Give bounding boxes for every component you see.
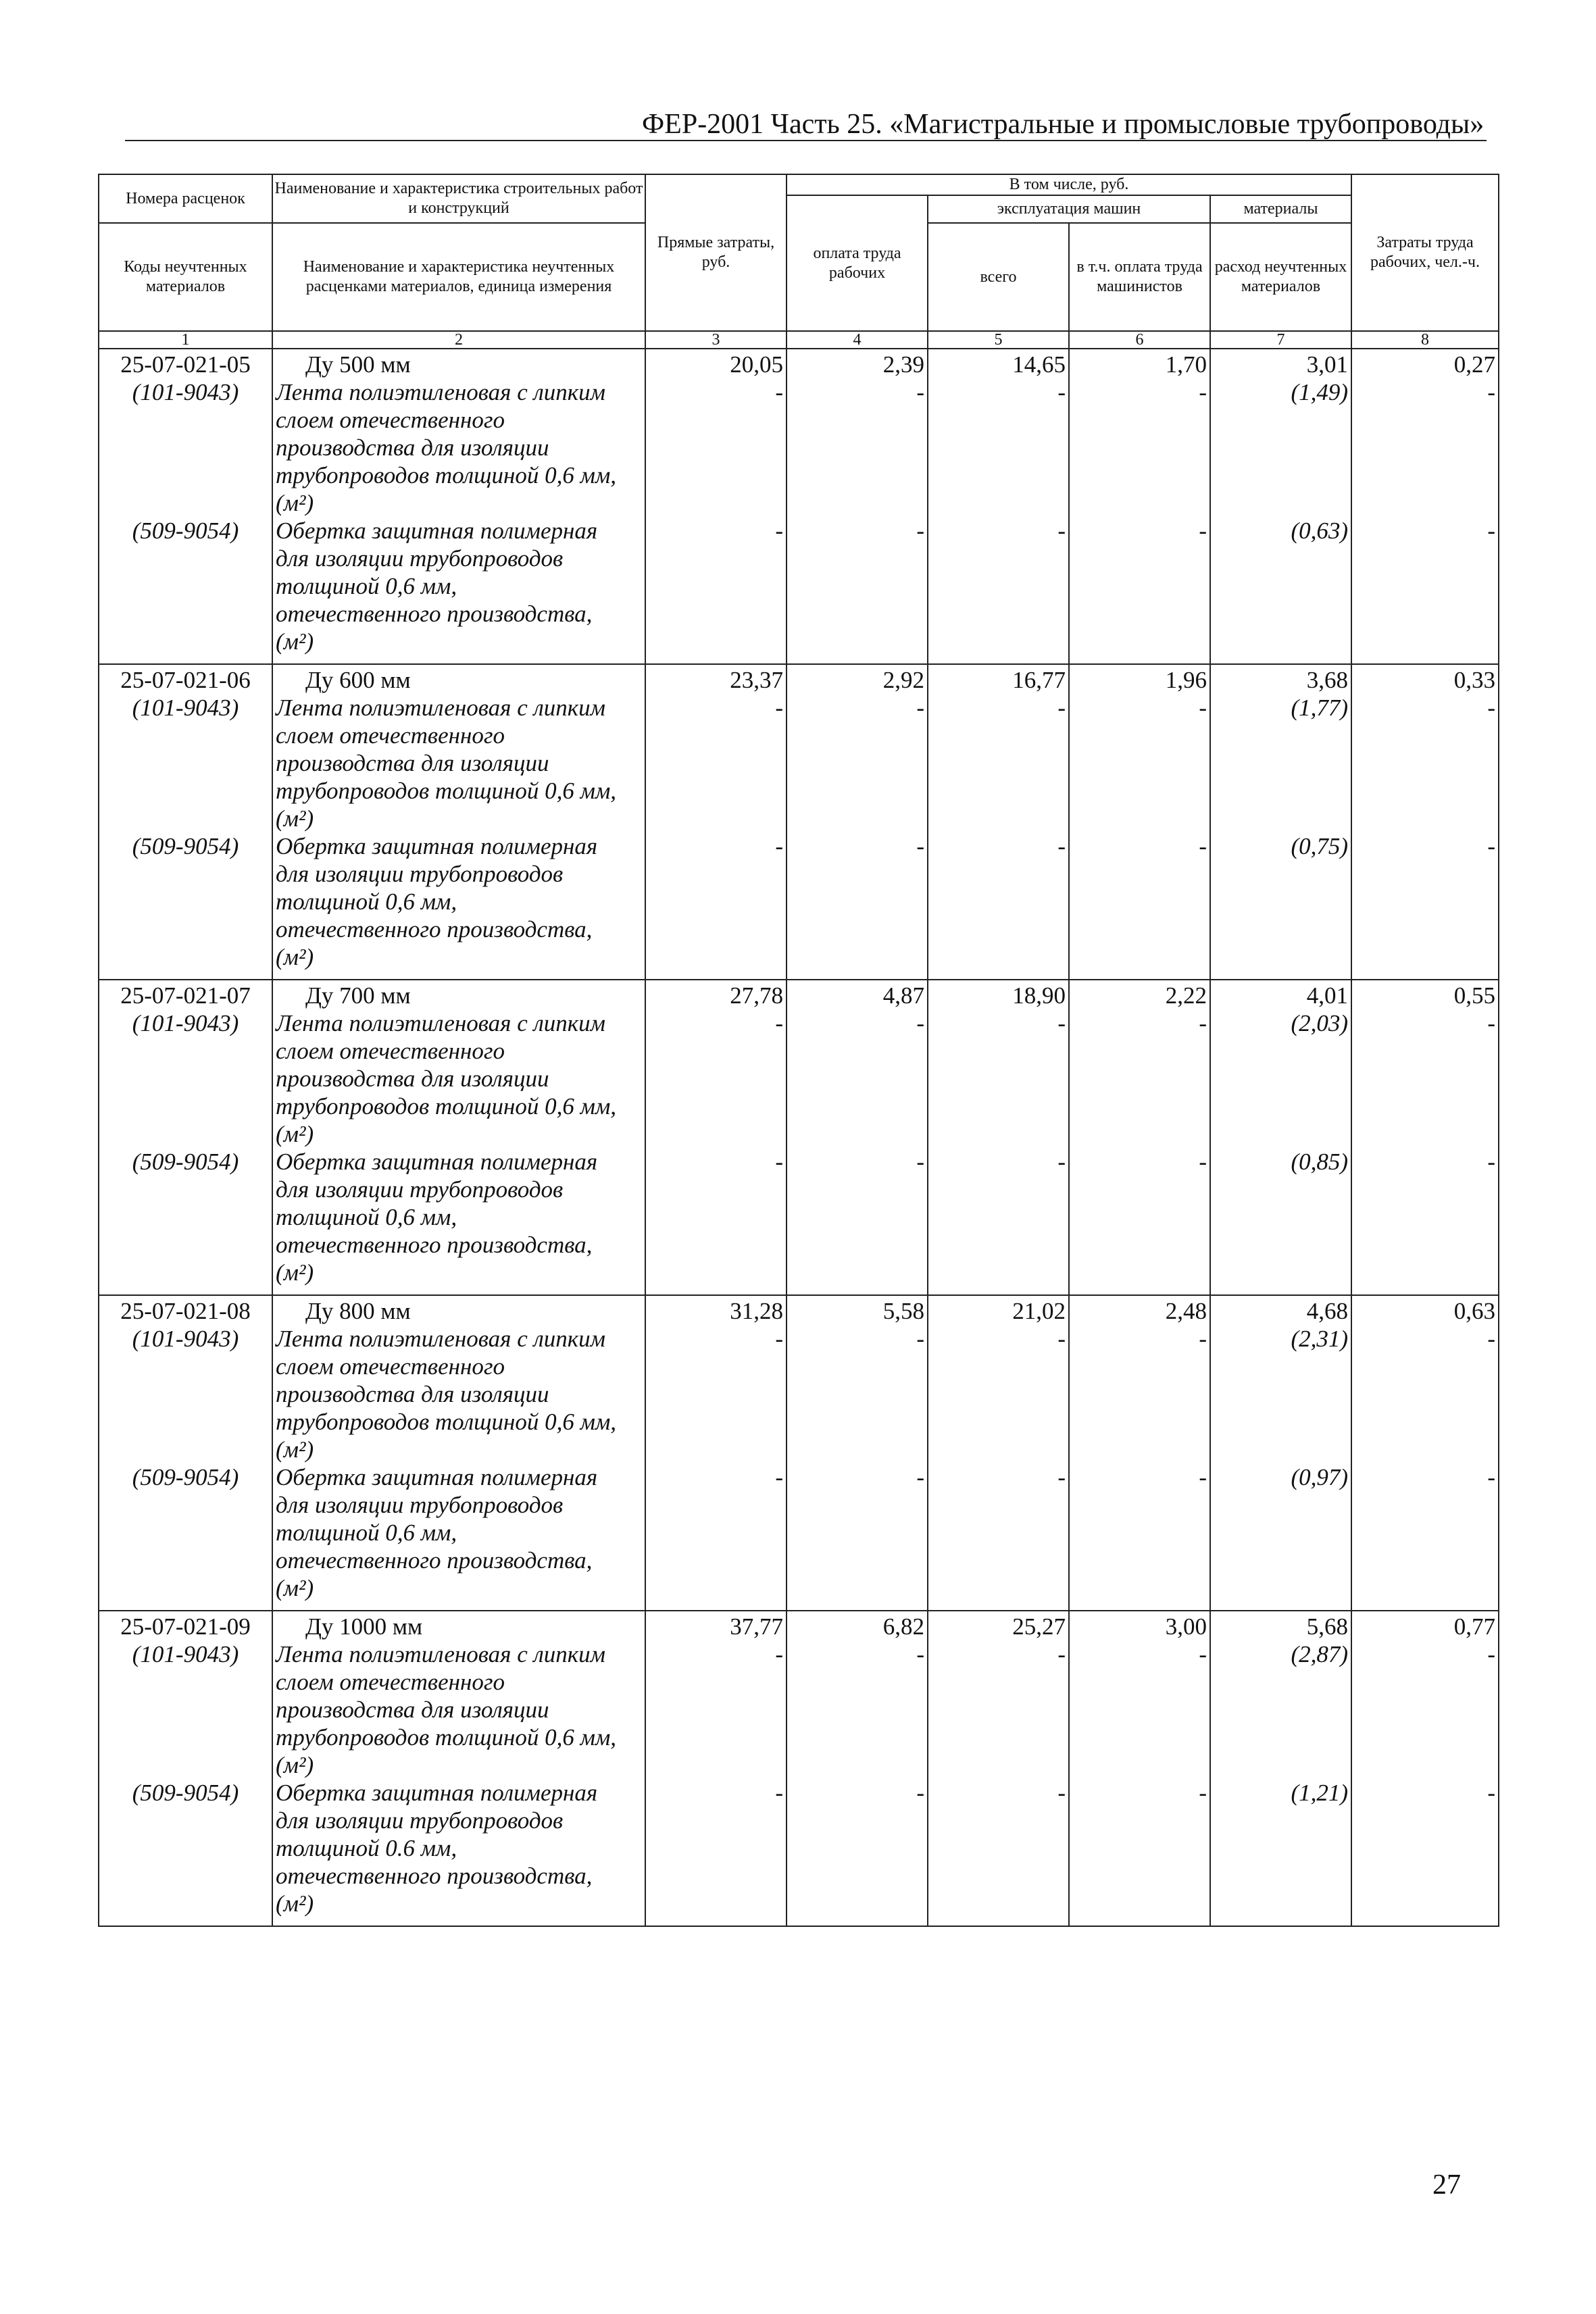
material-value: - xyxy=(1199,1641,1207,1667)
col1-header-top: Номера расценок xyxy=(99,174,272,223)
rate-value: 2,22 xyxy=(1165,982,1207,1009)
material-value: (1,21) xyxy=(1291,1780,1348,1806)
material-description xyxy=(276,832,645,971)
material-value: - xyxy=(1199,1149,1207,1175)
material-description-line: слоем отечественного xyxy=(276,1038,505,1064)
rate-value: 27,78 xyxy=(730,982,783,1009)
value-cell xyxy=(1210,980,1351,1295)
value-cell xyxy=(787,349,928,664)
value-cell xyxy=(928,349,1069,664)
material-value: - xyxy=(916,1010,924,1036)
col3-header: Прямые затраты, руб. xyxy=(645,174,787,331)
material-value: - xyxy=(1199,695,1207,721)
rate-value: 31,28 xyxy=(730,1298,783,1324)
price-row xyxy=(99,1611,1499,1926)
material-description-line: отечественного производства, xyxy=(276,601,593,627)
material-description xyxy=(276,1779,645,1917)
material-value: - xyxy=(1057,1010,1066,1036)
material-value: - xyxy=(775,833,783,859)
rate-value: 4,68 xyxy=(1306,1298,1348,1324)
price-row xyxy=(99,349,1499,664)
col-index: 8 xyxy=(1351,331,1499,349)
value-cell xyxy=(787,1295,928,1611)
material-value: - xyxy=(1487,518,1495,544)
group-header-materials: материалы xyxy=(1210,195,1351,223)
material-description-line: Обертка защитная полимерная xyxy=(276,1780,598,1806)
material-value: - xyxy=(775,1780,783,1806)
material-description-line: производства для изоляции xyxy=(276,1065,549,1092)
material-description-line: слоем отечественного xyxy=(276,722,505,749)
material-value: - xyxy=(1487,1010,1495,1036)
group-header-machines: эксплуатация машин xyxy=(928,195,1210,223)
material-code: (509-9054) xyxy=(132,1780,239,1806)
rate-value: 2,48 xyxy=(1165,1298,1207,1324)
material-value: - xyxy=(916,695,924,721)
value-cell xyxy=(928,980,1069,1295)
value-cell xyxy=(928,664,1069,980)
material-value: (0,63) xyxy=(1291,518,1348,544)
price-row xyxy=(99,1295,1499,1611)
value-cell xyxy=(1210,1295,1351,1611)
material-description-line: (м²) xyxy=(276,805,314,832)
value-cell xyxy=(787,1611,928,1926)
col4-header: оплата труда рабочих xyxy=(787,195,928,331)
value-cell xyxy=(1069,1611,1210,1926)
rate-value: 25,27 xyxy=(1012,1613,1066,1640)
description-cell xyxy=(272,980,645,1295)
material-value: - xyxy=(1057,1149,1066,1175)
material-value: - xyxy=(1057,1464,1066,1490)
group-header-main: В том числе, руб. xyxy=(787,174,1351,195)
material-value: - xyxy=(1487,379,1495,405)
material-code: (101-9043) xyxy=(132,379,239,405)
material-value: - xyxy=(1057,1780,1066,1806)
rate-code: 25-07-021-09 xyxy=(120,1613,251,1640)
material-value: - xyxy=(1057,1641,1066,1667)
material-description-line: слоем отечественного xyxy=(276,1669,505,1695)
material-description-line: отечественного производства, xyxy=(276,1863,593,1889)
col5-header: всего xyxy=(928,223,1069,331)
value-cell xyxy=(1069,1295,1210,1611)
material-value: (1,77) xyxy=(1291,695,1348,721)
rate-value: 23,37 xyxy=(730,667,783,693)
material-description-line: Лента полиэтиленовая с липким xyxy=(276,379,605,405)
col-index: 4 xyxy=(787,331,928,349)
material-description-line: толщиной 0.6 мм, xyxy=(276,1835,457,1861)
material-description-line: Обертка защитная полимерная xyxy=(276,1464,598,1490)
code-cell xyxy=(99,664,272,980)
material-description-line: для изоляции трубопроводов xyxy=(276,1492,564,1518)
material-value: - xyxy=(1487,1149,1495,1175)
value-cell xyxy=(787,980,928,1295)
code-cell xyxy=(99,1611,272,1926)
rate-value: 20,05 xyxy=(730,351,783,378)
material-description-line: (м²) xyxy=(276,1890,314,1917)
material-value: - xyxy=(775,695,783,721)
material-description-line: (м²) xyxy=(276,628,314,655)
column-index-row xyxy=(99,331,1499,349)
material-value: - xyxy=(775,1326,783,1352)
material-value: - xyxy=(1487,695,1495,721)
value-cell xyxy=(928,1295,1069,1611)
material-description-line: слоем отечественного xyxy=(276,407,505,433)
material-value: - xyxy=(1199,1464,1207,1490)
value-cell xyxy=(1351,1611,1499,1926)
material-value: - xyxy=(775,1149,783,1175)
rate-value: 3,00 xyxy=(1165,1613,1207,1640)
col-index: 5 xyxy=(928,331,1069,349)
material-description-line: слоем отечественного xyxy=(276,1353,505,1380)
material-description xyxy=(276,1325,645,1463)
material-value: - xyxy=(1199,1010,1207,1036)
material-description-line: отечественного производства, xyxy=(276,1547,593,1574)
material-value: - xyxy=(916,379,924,405)
rate-value: 4,01 xyxy=(1306,982,1348,1009)
material-description-line: (м²) xyxy=(276,944,314,970)
material-value: (2,31) xyxy=(1291,1326,1348,1352)
material-value: - xyxy=(1199,1326,1207,1352)
material-value: - xyxy=(1487,833,1495,859)
material-code: (509-9054) xyxy=(132,833,239,859)
material-description xyxy=(276,1009,645,1148)
material-description xyxy=(276,378,645,517)
col-index: 2 xyxy=(272,331,645,349)
rate-value: 18,90 xyxy=(1012,982,1066,1009)
material-value: - xyxy=(775,379,783,405)
rate-value: 1,70 xyxy=(1165,351,1207,378)
price-table xyxy=(98,174,1499,1927)
page-number: 27 xyxy=(1432,2169,1461,2200)
rate-value: 0,55 xyxy=(1453,982,1495,1009)
rate-value: 16,77 xyxy=(1012,667,1066,693)
col-index: 6 xyxy=(1069,331,1210,349)
material-description-line: (м²) xyxy=(276,1752,314,1778)
col-index: 3 xyxy=(645,331,787,349)
material-value: - xyxy=(1057,1326,1066,1352)
material-description-line: Обертка защитная полимерная xyxy=(276,833,598,859)
material-description-line: (м²) xyxy=(276,1259,314,1286)
material-description-line: производства для изоляции xyxy=(276,434,549,461)
material-description-line: для изоляции трубопроводов xyxy=(276,861,564,887)
material-description-line: (м²) xyxy=(276,490,314,516)
value-cell xyxy=(645,349,787,664)
rate-code: 25-07-021-05 xyxy=(120,351,251,378)
rate-value: 2,39 xyxy=(882,351,924,378)
material-description-line: Лента полиэтиленовая с липким xyxy=(276,1641,605,1667)
value-cell xyxy=(1210,349,1351,664)
material-description-line: трубопроводов толщиной 0,6 мм, xyxy=(276,1724,617,1751)
value-cell xyxy=(928,1611,1069,1926)
material-description-line: (м²) xyxy=(276,1575,314,1601)
material-value: - xyxy=(916,1326,924,1352)
material-description xyxy=(276,694,645,832)
material-description-line: отечественного производства, xyxy=(276,916,593,942)
material-code: (509-9054) xyxy=(132,1464,239,1490)
material-value: (2,03) xyxy=(1291,1010,1348,1036)
value-cell xyxy=(1069,349,1210,664)
material-description-line: (м²) xyxy=(276,1121,314,1147)
material-description-line: производства для изоляции xyxy=(276,1381,549,1407)
header-rule xyxy=(125,140,1487,141)
material-description xyxy=(276,517,645,655)
value-cell xyxy=(645,664,787,980)
material-value: - xyxy=(775,1464,783,1490)
material-description-line: трубопроводов толщиной 0,6 мм, xyxy=(276,1093,617,1120)
work-name: Ду 800 мм xyxy=(305,1298,411,1324)
material-description-line: Лента полиэтиленовая с липким xyxy=(276,1010,605,1036)
material-description-line: для изоляции трубопроводов xyxy=(276,545,564,572)
description-cell xyxy=(272,349,645,664)
rate-value: 0,77 xyxy=(1453,1613,1495,1640)
rate-value: 3,01 xyxy=(1306,351,1348,378)
material-code: (509-9054) xyxy=(132,518,239,544)
col1-header-bottom: Коды неучтенных материалов xyxy=(99,223,272,331)
col2-header-top: Наименование и характеристика строительных работ и конструкций xyxy=(272,174,645,223)
material-value: - xyxy=(775,518,783,544)
material-description-line: для изоляции трубопроводов xyxy=(276,1807,564,1834)
material-value: - xyxy=(1199,833,1207,859)
rate-value: 0,63 xyxy=(1453,1298,1495,1324)
material-value: (1,49) xyxy=(1291,379,1348,405)
page-header-title: ФЕР-2001 Часть 25. «Магистральные и промысловые трубопроводы» xyxy=(642,109,1485,140)
material-description-line: Лента полиэтиленовая с липким xyxy=(276,695,605,721)
material-value: - xyxy=(775,1010,783,1036)
material-description xyxy=(276,1148,645,1286)
material-value: - xyxy=(916,1780,924,1806)
rate-value: 2,92 xyxy=(882,667,924,693)
material-code: (509-9054) xyxy=(132,1149,239,1175)
rate-value: 3,68 xyxy=(1306,667,1348,693)
rate-value: 1,96 xyxy=(1165,667,1207,693)
material-value: - xyxy=(916,833,924,859)
material-value: - xyxy=(1487,1780,1495,1806)
value-cell xyxy=(1351,980,1499,1295)
description-cell xyxy=(272,664,645,980)
rate-code: 25-07-021-08 xyxy=(120,1298,251,1324)
work-name: Ду 1000 мм xyxy=(305,1613,423,1640)
material-value: - xyxy=(1199,1780,1207,1806)
rate-value: 0,33 xyxy=(1453,667,1495,693)
material-description-line: толщиной 0,6 мм, xyxy=(276,573,457,599)
rate-value: 5,58 xyxy=(882,1298,924,1324)
value-cell xyxy=(1069,980,1210,1295)
material-description-line: толщиной 0,6 мм, xyxy=(276,1204,457,1230)
material-description-line: Обертка защитная полимерная xyxy=(276,1149,598,1175)
material-value: - xyxy=(1487,1641,1495,1667)
material-code: (101-9043) xyxy=(132,695,239,721)
material-value: - xyxy=(1057,379,1066,405)
value-cell xyxy=(645,1295,787,1611)
material-description-line: отечественного производства, xyxy=(276,1232,593,1258)
material-value: - xyxy=(1487,1326,1495,1352)
material-description xyxy=(276,1463,645,1602)
price-row xyxy=(99,980,1499,1295)
value-cell xyxy=(787,664,928,980)
material-value: (0,75) xyxy=(1291,833,1348,859)
code-cell xyxy=(99,1295,272,1611)
material-code: (101-9043) xyxy=(132,1641,239,1667)
value-cell xyxy=(1210,664,1351,980)
material-value: - xyxy=(1057,833,1066,859)
rate-value: 5,68 xyxy=(1306,1613,1348,1640)
description-cell xyxy=(272,1611,645,1926)
value-cell xyxy=(645,980,787,1295)
col-index: 7 xyxy=(1210,331,1351,349)
rate-value: 4,87 xyxy=(882,982,924,1009)
work-name: Ду 500 мм xyxy=(305,351,411,378)
material-value: (0,85) xyxy=(1291,1149,1348,1175)
rate-value: 14,65 xyxy=(1012,351,1066,378)
rate-value: 6,82 xyxy=(882,1613,924,1640)
material-description-line: Обертка защитная полимерная xyxy=(276,518,598,544)
material-value: - xyxy=(775,1641,783,1667)
value-cell xyxy=(1069,664,1210,980)
material-value: - xyxy=(916,1641,924,1667)
col2-header-bottom: Наименование и характеристика неучтенных расценками материалов, единица измерения xyxy=(272,223,645,331)
material-value: - xyxy=(916,518,924,544)
rate-value: 21,02 xyxy=(1012,1298,1066,1324)
material-value: - xyxy=(1487,1464,1495,1490)
col7-header: расход неучтенных материалов xyxy=(1210,223,1351,331)
rate-code: 25-07-021-07 xyxy=(120,982,251,1009)
code-cell xyxy=(99,980,272,1295)
material-value: - xyxy=(1199,518,1207,544)
material-description xyxy=(276,1640,645,1779)
material-value: - xyxy=(1057,518,1066,544)
value-cell xyxy=(1351,664,1499,980)
material-code: (101-9043) xyxy=(132,1010,239,1036)
material-description-line: трубопроводов толщиной 0,6 мм, xyxy=(276,1409,617,1435)
material-value: - xyxy=(1199,379,1207,405)
col-index: 1 xyxy=(99,331,272,349)
work-name: Ду 600 мм xyxy=(305,667,411,693)
material-description-line: толщиной 0,6 мм, xyxy=(276,1519,457,1546)
material-description-line: для изоляции трубопроводов xyxy=(276,1176,564,1203)
material-description-line: производства для изоляции xyxy=(276,750,549,776)
material-description-line: Лента полиэтиленовая с липким xyxy=(276,1326,605,1352)
code-cell xyxy=(99,349,272,664)
rate-value: 0,27 xyxy=(1453,351,1495,378)
material-description-line: (м²) xyxy=(276,1436,314,1463)
value-cell xyxy=(1351,349,1499,664)
material-description-line: производства для изоляции xyxy=(276,1696,549,1723)
material-description-line: трубопроводов толщиной 0,6 мм, xyxy=(276,778,617,804)
material-value: (2,87) xyxy=(1291,1641,1348,1667)
rate-value: 37,77 xyxy=(730,1613,783,1640)
description-cell xyxy=(272,1295,645,1611)
material-value: - xyxy=(916,1464,924,1490)
material-code: (101-9043) xyxy=(132,1326,239,1352)
value-cell xyxy=(1210,1611,1351,1926)
value-cell xyxy=(645,1611,787,1926)
price-row xyxy=(99,664,1499,980)
material-value: - xyxy=(1057,695,1066,721)
value-cell xyxy=(1351,1295,1499,1611)
material-value: (0,97) xyxy=(1291,1464,1348,1490)
material-value: - xyxy=(916,1149,924,1175)
col8-header: Затраты труда рабочих, чел.-ч. xyxy=(1351,174,1499,331)
rate-code: 25-07-021-06 xyxy=(120,667,251,693)
work-name: Ду 700 мм xyxy=(305,982,411,1009)
col6-header: в т.ч. оплата труда машинистов xyxy=(1069,223,1210,331)
material-description-line: толщиной 0,6 мм, xyxy=(276,888,457,915)
material-description-line: трубопроводов толщиной 0,6 мм, xyxy=(276,462,617,488)
